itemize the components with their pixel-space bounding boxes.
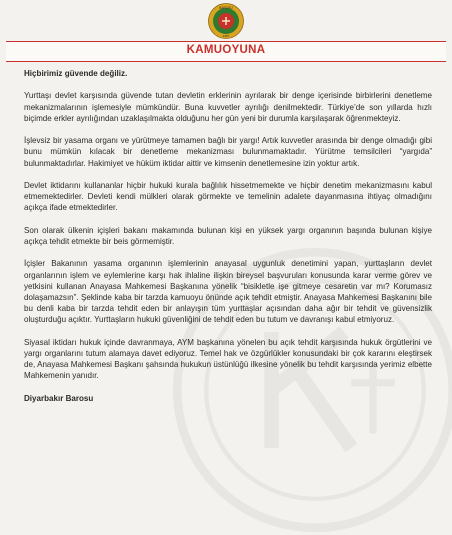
page-title: KAMUOYUNA xyxy=(186,44,266,56)
statement-heading: Hiçbirimiz güvende değiliz. xyxy=(24,69,128,78)
paragraph-2: İşlevsiz bir yasama organı ve yürütmeye tamamen bağlı bir yargı! Artık kuvvetler arasında bir denge olmadığı gibi bunu mümkün kılacak bir denetleme mekanizması bulunmamaktadır. Yürütme temsilcileri “yargıda” bulunmaktadırlar. Hakimiyet ve hüküm iktidar aittir ve kimsenin denetlemesine izin yoktur artık. xyxy=(24,136,432,168)
paragraph-1: Yurttaşı devlet karşısında güvende tutan devletin erklerinin ayrılarak bir denge içerisinde birbirlerini denetleme mekanizmalarının işlemesiyle mümkündür. Buna kuvvetler ayrılığı denilmektedir. Türkiye’de son yıllarda hızlı biçimde erkler ayrılığından uzaklaşılmakta olduğunu her gün yeni bir durumla karşılaşarak öğrenmekteyiz. xyxy=(24,91,432,123)
title-banner xyxy=(6,41,446,62)
svg-text:BAROSU: BAROSU xyxy=(219,6,233,11)
bar-association-logo xyxy=(203,2,249,40)
paragraph-3: Devlet iktidarını kullananlar hiçbir hukuki kurala bağlılık hissetmemekte ve hiçbir denetim mekanizmasını kabul etmemektedirler. Devleti kendi mülkleri olarak görmekte ve temelinin adalete dayanmasına ihtiyaç olmadığını açıkça ifade etmektedirler. xyxy=(24,180,432,213)
svg-text:1957: 1957 xyxy=(222,34,230,38)
statement-body xyxy=(24,68,432,404)
signature: Diyarbakır Barosu xyxy=(24,393,94,403)
paragraph-4: Son olarak ülkenin içişleri bakanı makamında bulunan kişi en yüksek yargı organının başında bulunan kişiye açıkça tehdit etmekte bir beis görmemiştir. xyxy=(24,225,432,246)
paragraph-5: İçişler Bakanının yasama organının işlemlerinin anayasal uygunluk denetimini yapan, yurttaşların devlet organlarının işlem ve eylemlerine karşı hak ihlaline ilişkin bireysel başvuruları konusunda karar verme görev ve yetkisini kullanan Anayasa Mahkemesi Başkanına yönelik “bisikletle işe gitmeye cesaretin var mı? Korumasız dolaşamazsın”. Şeklinde kaba bir tarzda kamuoyu önünde açık tehdit etmiştir. Anayasa Mahkemesi Başkanını bile bu denli kaba bir tarzda tehdit eden bir anlayışın tüm yurttaşlar açısından daha ağır bir tehdit ve güvensizlik oluşturduğu açıktır. Yurttaşların hukuki güvenliğini de tehdit eden bu tutum ve davranışı kabul etmiyoruz. xyxy=(24,259,432,325)
paragraph-6: Siyasal iktidarı hukuk içinde davranmaya, AYM başkanına yönelen bu açık tehdit karşısında hukuk örgütlerini ve yargı organlarını tutum alamaya davet ediyoruz. Temel hak ve özgürlükler konusundaki bir çok kararını eleştirsek de, Anayasa Mahkemesi Başkanı şahsında hukukun üstünlüğü ilkesine yönelik bu tehdit karşısında yerimiz elbette Mahkemenin yanıdır. xyxy=(24,337,432,381)
